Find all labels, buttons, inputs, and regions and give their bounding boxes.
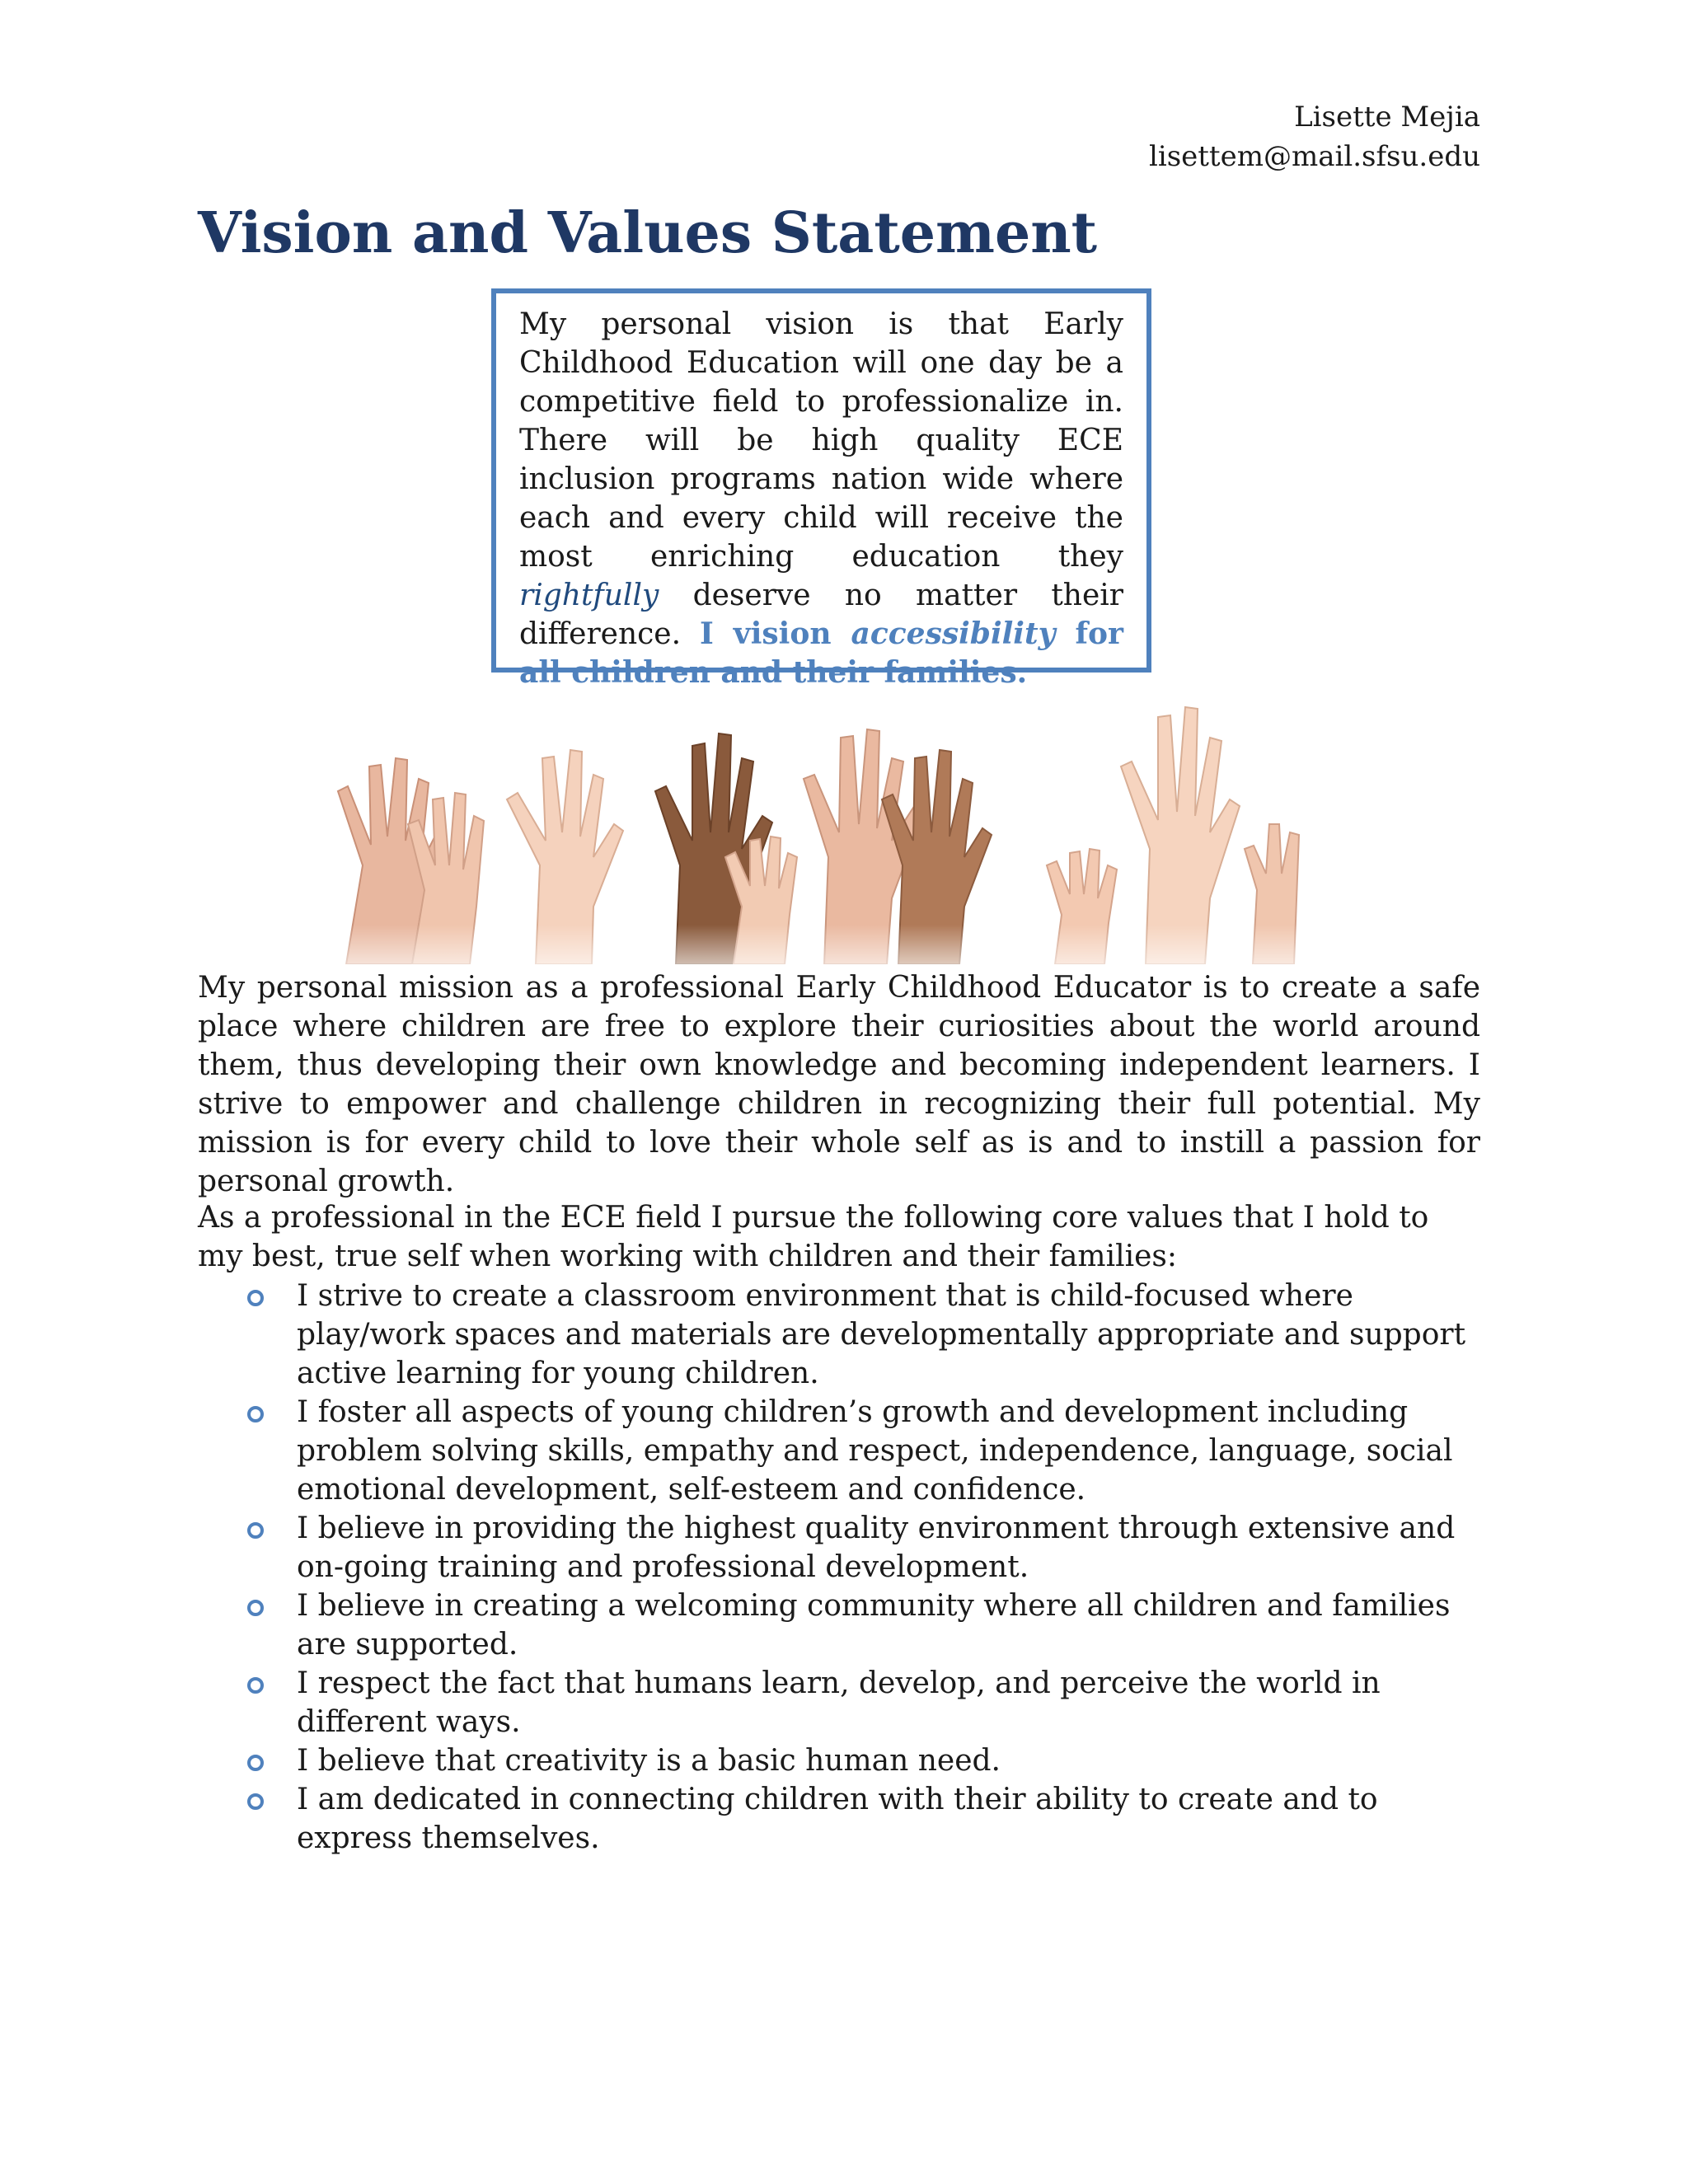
- circle-bullet-icon: [247, 1406, 264, 1422]
- circle-bullet-icon: [247, 1755, 264, 1771]
- vision-text: [519, 305, 1123, 692]
- list-item: [198, 1664, 1484, 1741]
- list-item: [198, 1509, 1484, 1586]
- vision-box: [491, 288, 1151, 690]
- circle-bullet-icon: [247, 1290, 264, 1306]
- author-email: lisettem@mail.sfsu.edu: [1148, 140, 1480, 173]
- value-text: I foster all aspects of young children’s growth and development including problem solving skills, empathy and respect, independence, language, social emotional development, self-esteem and confidence.: [297, 1395, 1453, 1507]
- list-item: [198, 1277, 1484, 1393]
- vision-accent-1: I vision: [699, 616, 851, 651]
- vision-emphasis: rightfully: [519, 579, 659, 612]
- author-block: [1149, 97, 1480, 176]
- value-text: I am dedicated in connecting children with their ability to create and to express themselves.: [297, 1783, 1378, 1855]
- vision-text-1: My personal vision is that Early Childhood Education will one day be a competitive field to professionalize in. There will be high quality ECE inclusion programs nation wide where each and every child will receive the most enriching education they: [519, 307, 1123, 574]
- vision-text-2: deserve no matter their difference.: [519, 579, 1123, 651]
- value-text: I believe that creativity is a basic human need.: [297, 1744, 1001, 1778]
- value-text: I strive to create a classroom environment that is child-focused where play/work spaces and materials are developmentally appropriate and support active learning for young children.: [297, 1279, 1466, 1390]
- circle-bullet-icon: [247, 1677, 264, 1694]
- vision-accent-2: for all children and their families.: [519, 616, 1123, 690]
- page-title: Vision and Values Statement: [198, 200, 1098, 266]
- values-intro: As a professional in the ECE field I pursue the following core values that I hold to my best, true self when working with children and their families:: [198, 1201, 1429, 1273]
- list-item: [198, 1393, 1484, 1509]
- list-item: [198, 1780, 1484, 1858]
- list-item: [198, 1741, 1484, 1780]
- mission-paragraph: My personal mission as a professional Early Childhood Educator is to create a safe place where children are free to explore their curiosities about the world around them, thus developing their own knowledge and becoming independent learners. I strive to empower and challenge children in recognizing their full potential. My mission is for every child to love their whole self as is and to instill a passion for personal growth.: [198, 971, 1480, 1198]
- author-name: Lisette Mejia: [1294, 101, 1480, 134]
- circle-bullet-icon: [247, 1522, 264, 1539]
- value-text: I believe in creating a welcoming community where all children and families are supported.: [297, 1589, 1451, 1661]
- circle-bullet-icon: [247, 1793, 264, 1810]
- value-text: I believe in providing the highest quality environment through extensive and on-going training and professional development.: [297, 1511, 1456, 1584]
- raised-hands-photo: [330, 701, 1302, 964]
- list-item: [198, 1586, 1484, 1664]
- value-text: I respect the fact that humans learn, develop, and perceive the world in different ways.: [297, 1666, 1381, 1739]
- circle-bullet-icon: [247, 1600, 264, 1616]
- vision-accent-italic: accessibility: [851, 616, 1056, 651]
- values-list: [198, 1277, 1480, 1858]
